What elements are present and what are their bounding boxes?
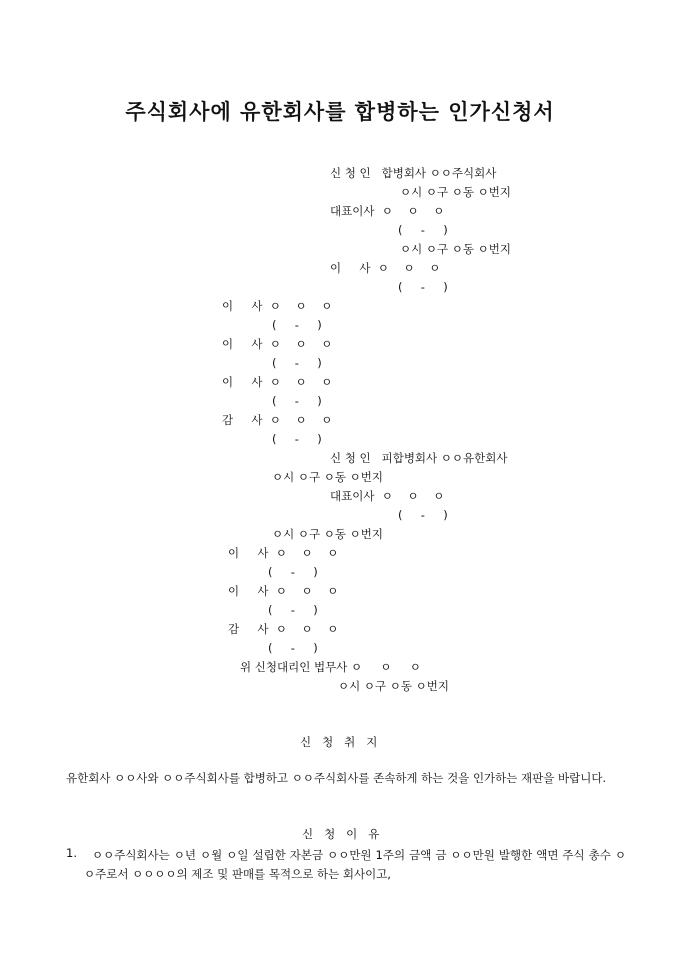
applicant1-address-2: ㅇ시 ㅇ구 ㅇ동 ㅇ번지: [400, 242, 511, 256]
officer-line: 이 사 ㅇ ㅇ ㅇ: [228, 584, 339, 598]
reason-item-text: ㅇㅇ주식회사는 ㅇ년 ㅇ월 ㅇ일 설립한 자본금 ㅇㅇ만원 1주의 금액 금 ㅇㅇ만원 발행한 액면 주식 총수 ㅇㅇ주로서 ㅇㅇㅇㅇ의 제조 및 판매를 목적으로 하는 회사이고,: [84, 848, 626, 881]
applicant2-address: ㅇ시 ㅇ구 ㅇ동 ㅇ번지: [272, 470, 383, 484]
document-title: 주식회사에 유한회사를 합병하는 인가신청서: [125, 99, 555, 124]
applicant1-representative-id: ( - ): [398, 223, 448, 237]
applicant1-director-id: ( - ): [398, 280, 448, 294]
purpose-heading: 신 청 취 지: [300, 735, 378, 749]
applicant1-address: ㅇ시 ㅇ구 ㅇ동 ㅇ번지: [400, 185, 511, 199]
applicant2-header: 신 청 인 피합병회사 ㅇㅇ유한회사: [330, 451, 508, 465]
applicant2-representative: 대표이사 ㅇ ㅇ ㅇ: [330, 489, 445, 503]
applicant1-director: 이 사 ㅇ ㅇ ㅇ: [330, 261, 441, 275]
auditor-id: ( - ): [272, 432, 322, 446]
applicant1-representative: 대표이사 ㅇ ㅇ ㅇ: [330, 204, 445, 218]
reason-item-number: 1.: [66, 846, 77, 860]
officer-id: ( - ): [272, 356, 322, 370]
officer-line: 이 사 ㅇ ㅇ ㅇ: [222, 299, 333, 313]
reasons-heading: 신 청 이 유: [302, 827, 380, 841]
officer-id: ( - ): [268, 603, 318, 617]
auditor-id: ( - ): [268, 641, 318, 655]
agent-line: 위 신청대리인 법무사 ㅇ ㅇ ㅇ: [240, 660, 421, 674]
agent-address: ㅇ시 ㅇ구 ㅇ동 ㅇ번지: [338, 679, 449, 693]
auditor-line: 감 사 ㅇ ㅇ ㅇ: [228, 622, 339, 636]
officer-line: 이 사 ㅇ ㅇ ㅇ: [222, 337, 333, 351]
officer-id: ( - ): [272, 318, 322, 332]
purpose-text: 유한회사 ㅇㅇ사와 ㅇㅇ주식회사를 합병하고 ㅇㅇ주식회사를 존속하게 하는 것을 인가하는 재판을 바랍니다.: [66, 771, 607, 785]
officer-id: ( - ): [268, 565, 318, 579]
officer-line: 이 사 ㅇ ㅇ ㅇ: [228, 546, 339, 560]
officer-line: 이 사 ㅇ ㅇ ㅇ: [222, 375, 333, 389]
applicant2-representative-id: ( - ): [398, 508, 448, 522]
applicant2-address-2: ㅇ시 ㅇ구 ㅇ동 ㅇ번지: [272, 527, 383, 541]
auditor-line: 감 사 ㅇ ㅇ ㅇ: [222, 413, 333, 427]
applicant1-header: 신 청 인 합병회사 ㅇㅇ주식회사: [330, 166, 497, 180]
officer-id: ( - ): [272, 394, 322, 408]
